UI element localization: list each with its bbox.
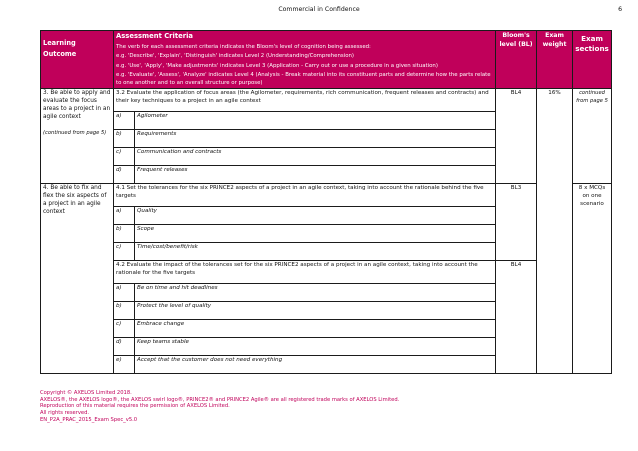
continued-note: (continued from page 5) [43,129,107,136]
criteria-line: e.g. 'Describe', 'Explain', 'Distinguish' indicates Level 2 (Understanding/Comprehension) [116,53,355,60]
item-letter: a) [114,207,135,225]
footer-line: EN_P2A_PRAC_2015_Exam Spec_v5.0 [40,416,138,423]
item-letter: d) [114,166,135,184]
table-header-row [41,31,612,89]
exam-sections-cell [573,89,612,184]
table-row [41,89,612,112]
item-text: Frequent releases [135,166,496,184]
learning-outcome-cell [41,89,114,184]
footer-line: AXELOS®, the AXELOS logo®, the AXELOS swirl logo®, PRINCE2® and PRINCE2 Agile® are all registered trade marks of AXELOS Limited. [40,396,400,403]
learning-outcome-cell [41,184,114,374]
item-text: Accept that the customer does not need everything [135,356,496,374]
blooms-level-cell: BL4 [496,89,537,184]
item-letter: a) [114,284,135,302]
criteria-line: The verb for each assessment criteria indicates the Bloom's level of cognition being assessed: [116,43,371,50]
criterion-cell: 4.1 Set the tolerances for the six PRINCE2 aspects of a project in an agile context, taking into account the rationale behind the five targets [114,184,496,207]
blooms-level-cell: BL4 [496,261,537,374]
footer-line: Reproduction of this material requires the permission of AXELOS Limited. [40,403,230,410]
exam-weight-cell: 16% [537,89,573,374]
table-row [41,261,612,284]
page-number: 6 [618,6,622,13]
exam-sections-cell: 8 x MCQs on one scenario [573,184,612,374]
learning-outcome-text: 4. Be able to fix and flex the six aspects of a project in an agile context [43,185,107,215]
criterion-cell: 4.2 Evaluate the impact of the tolerances set for the six PRINCE2 aspects of a project in an agile context, taking into account the rationale for the five targets [114,261,496,284]
item-letter: c) [114,243,135,261]
criterion-cell: 3.2 Evaluate the application of focus areas (the Agilometer, requirements, rich communication, frequent releases and contracts) and their key techniques to a project in an agile context [114,89,496,112]
exam-weight-header: Exam weight [537,31,573,89]
item-text: Scope [135,225,496,243]
footer-line: All rights reserved. [40,409,90,416]
table-row [41,184,612,207]
blooms-level-header: Bloom's level (BL) [496,31,537,89]
item-text: Protect the level of quality [135,302,496,320]
item-letter: a) [114,112,135,130]
learning-outcome-text: 3. Be able to apply and evaluate the focus areas to a project in an agile context [43,90,111,120]
assessment-criteria-title: Assessment Criteria [116,32,193,40]
item-letter: c) [114,148,135,166]
item-text: Requirements [135,130,496,148]
item-letter: b) [114,302,135,320]
item-letter: b) [114,130,135,148]
item-letter: d) [114,338,135,356]
learning-outcome-header: Learning Outcome [41,31,114,89]
item-text: Keep teams stable [135,338,496,356]
copyright-footer [40,390,399,423]
item-letter: e) [114,356,135,374]
item-letter: c) [114,320,135,338]
item-letter: b) [114,225,135,243]
exam-spec-table [40,30,612,374]
exam-sections-header: Exam sections [573,31,612,89]
item-text: Be on time and hit deadlines [135,284,496,302]
document-header-title: Commercial in Confidence [278,6,360,13]
item-text: Time/cost/benefit/risk [135,243,496,261]
item-text: Embrace change [135,320,496,338]
item-text: Communication and contracts [135,148,496,166]
footer-line: Copyright © AXELOS Limited 2018. [40,390,132,396]
item-text: Agilometer [135,112,496,130]
criteria-line: e.g. 'Evaluate', 'Assess', 'Analyze' indicates Level 4 (Analysis - Break material into its constituent parts and determine how the parts relate to one another and to an overall structure or purpose) [116,72,491,86]
blooms-level-cell: BL3 [496,184,537,261]
assessment-criteria-header [114,31,496,89]
item-text: Quality [135,207,496,225]
sections-continued-note: continued from page 5 [576,90,608,104]
criteria-line: e.g. 'Use', 'Apply', 'Make adjustments' indicates Level 3 (Application - Carry out or use a procedure in a given situation) [116,62,438,69]
